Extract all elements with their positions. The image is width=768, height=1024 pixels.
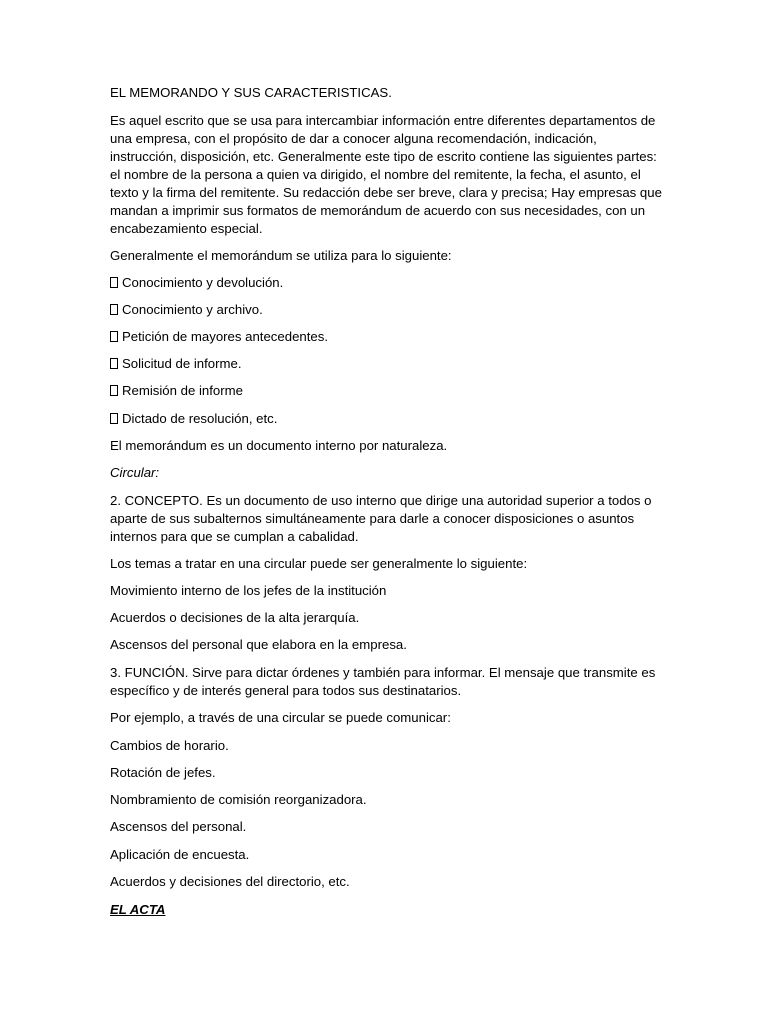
intro-line: encabezamiento especial. <box>110 221 263 236</box>
bullet-box-icon <box>110 304 118 315</box>
function-line: 3. FUNCIÓN. Sirve para dictar órdenes y también para informar. El mensaje que transmite es <box>110 665 656 680</box>
intro-line: el nombre de la persona a quien va dirigido, el nombre del remitente, la fecha, el asunto, el <box>110 167 641 182</box>
list-item: Petición de mayores antecedentes. <box>110 328 328 346</box>
acta-heading: EL ACTA <box>110 902 166 917</box>
list-item: Nombramiento de comisión reorganizadora. <box>110 792 367 807</box>
topics-intro: Los temas a tratar en una circular puede ser generalmente lo siguiente: <box>110 556 528 571</box>
intro-line: una empresa, con el propósito de dar a conocer alguna recomendación, indicación, <box>110 131 597 146</box>
examples-intro: Por ejemplo, a través de una circular se puede comunicar: <box>110 710 451 725</box>
concept-line: aparte de sus subalternos simultáneamente para darle a conocer disposiciones o asuntos <box>110 511 635 526</box>
function-line: específico y de interés general para todos sus destinatarios. <box>110 683 462 698</box>
bullet-box-icon <box>110 413 118 424</box>
list-item: Acuerdos o decisiones de la alta jerarquía. <box>110 610 360 625</box>
bullet-box-icon <box>110 385 118 396</box>
uses-intro: Generalmente el memorándum se utiliza para lo siguiente: <box>110 248 452 263</box>
list-item: Solicitud de informe. <box>110 355 241 373</box>
circular-heading: Circular: <box>110 465 160 480</box>
intro-line: instrucción, disposición, etc. Generalmente este tipo de escrito contiene las siguientes partes: <box>110 149 657 164</box>
list-item: Rotación de jefes. <box>110 765 216 780</box>
concept-line: 2. CONCEPTO. Es un documento de uso interno que dirige una autoridad superior a todos o <box>110 493 652 508</box>
list-item: Acuerdos y decisiones del directorio, etc. <box>110 874 350 889</box>
list-item: Cambios de horario. <box>110 738 229 753</box>
list-item: Ascensos del personal. <box>110 819 247 834</box>
bullet-box-icon <box>110 331 118 342</box>
concept-line: internos para que se cumplan a cabalidad. <box>110 529 359 544</box>
document-title: EL MEMORANDO Y SUS CARACTERISTICAS. <box>110 85 392 100</box>
list-item: Conocimiento y devolución. <box>110 274 283 292</box>
list-item: Movimiento interno de los jefes de la institución <box>110 583 387 598</box>
memo-internal-text: El memorándum es un documento interno por naturaleza. <box>110 438 448 453</box>
list-item: Aplicación de encuesta. <box>110 847 250 862</box>
intro-line: texto y la firma del remitente. Su redacción debe ser breve, clara y precisa; Hay empresas que <box>110 185 662 200</box>
list-item: Dictado de resolución, etc. <box>110 410 277 428</box>
list-item: Ascensos del personal que elabora en la empresa. <box>110 637 407 652</box>
bullet-box-icon <box>110 358 118 369</box>
intro-line: Es aquel escrito que se usa para intercambiar información entre diferentes departamentos de <box>110 113 656 128</box>
list-item: Remisión de informe <box>110 382 243 400</box>
intro-line: mandan a imprimir sus formatos de memorándum de acuerdo con sus necesidades, con un <box>110 203 646 218</box>
list-item: Conocimiento y archivo. <box>110 301 263 319</box>
bullet-box-icon <box>110 277 118 288</box>
